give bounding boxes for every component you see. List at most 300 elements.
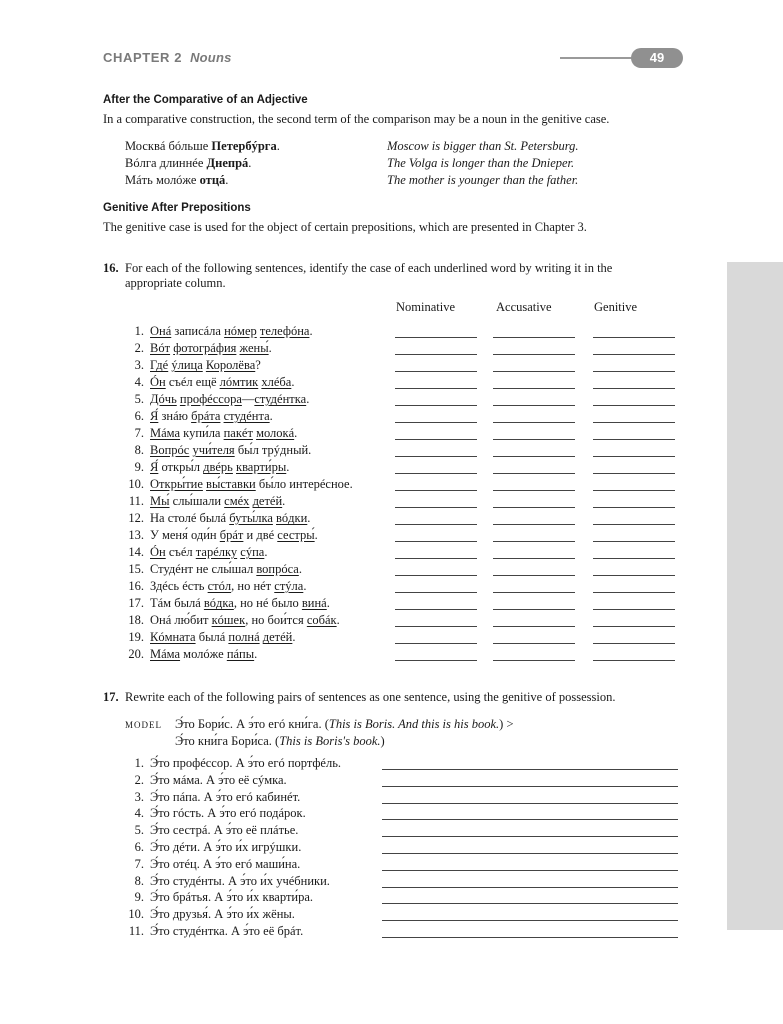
underlined-word: вопрóса — [256, 562, 299, 576]
item-sentence — [150, 545, 267, 560]
answer-blank-genitive[interactable] — [593, 558, 675, 559]
sentence-text: . — [292, 630, 296, 644]
exercise-16-item — [120, 409, 690, 426]
underlined-word: пакéт — [223, 426, 253, 440]
comparative-example — [125, 173, 625, 190]
answer-blank-genitive[interactable] — [593, 660, 675, 661]
comparative-example — [125, 156, 625, 173]
sentence-text: съéл ещё — [165, 375, 220, 389]
section-text-prepositions: The genitive case is used for the object of certain prepositions, which are presented in Chapter 3. — [103, 220, 587, 234]
exercise-17-item — [120, 823, 690, 840]
item-sentence: Э́то друзья́. А э́то и́х жёны. — [150, 907, 295, 922]
exercise-16-item — [120, 596, 690, 613]
exercise-16-item — [120, 647, 690, 664]
comparative-example — [125, 139, 625, 156]
exercise-17-number: 17. — [103, 690, 119, 704]
sentence-text: . — [291, 375, 295, 389]
exercise-17-item — [120, 790, 690, 807]
underlined-word: стóл — [207, 579, 232, 593]
underlined-word: детéй — [252, 494, 283, 508]
exercise-16-item — [120, 358, 690, 375]
sentence-text: молóже — [180, 647, 227, 661]
exercise-17-item — [120, 756, 690, 773]
sentence-text: У меня́ оди́н — [150, 528, 220, 542]
underlined-word: Королёва — [205, 358, 256, 372]
item-sentence — [150, 562, 302, 577]
sentence-text: — — [241, 392, 255, 406]
item-sentence — [150, 426, 297, 441]
exercise-16-item — [120, 528, 690, 545]
chapter-label — [103, 50, 232, 65]
exercise-17-item — [120, 924, 690, 941]
answer-blank-nominative[interactable] — [395, 439, 477, 440]
answer-blank-nominative[interactable] — [395, 456, 477, 457]
item-sentence — [150, 596, 330, 611]
sentence-text: , но нé было — [233, 596, 302, 610]
sentence-text: . — [326, 596, 330, 610]
answer-blank-accusative[interactable] — [493, 456, 575, 457]
item-number: 3. — [134, 358, 144, 372]
underlined-word: Óн — [150, 375, 166, 389]
answer-blank-nominative[interactable] — [395, 422, 477, 423]
answer-blank-accusative[interactable] — [493, 592, 575, 593]
underlined-word: вóдки — [276, 511, 308, 525]
answer-blank-genitive[interactable] — [593, 354, 675, 355]
answer-blank-genitive[interactable] — [593, 490, 675, 491]
answer-blank-nominative[interactable] — [395, 524, 477, 525]
exercise-16-item — [120, 511, 690, 528]
exercise-16-item — [120, 579, 690, 596]
item-number: 10. — [128, 907, 144, 922]
underlined-word: Я́ — [150, 460, 159, 474]
answer-blank-accusative[interactable] — [493, 609, 575, 610]
answer-blank-accusative[interactable] — [493, 541, 575, 542]
sentence-text: бы́ло интерéсное. — [255, 477, 353, 491]
item-number: 17. — [128, 596, 144, 610]
model-line-2-end: ) — [380, 734, 385, 748]
answer-blank-accusative[interactable] — [493, 354, 575, 355]
exercise-16-item — [120, 375, 690, 392]
sentence-text: Студéнт не слы́шал — [150, 562, 257, 576]
sentence-text: ? — [255, 358, 261, 372]
item-sentence — [150, 460, 289, 475]
answer-blank-genitive[interactable] — [593, 592, 675, 593]
exercise-16-instruction-line-1: For each of the following sentences, identify the case of each underlined word by writing it in the — [125, 261, 613, 275]
exercise-17-item — [120, 890, 690, 907]
underlined-word: Вопрóс — [150, 443, 190, 457]
exercise-17-item — [120, 840, 690, 857]
answer-blank-genitive[interactable] — [593, 405, 675, 406]
item-number: 5. — [134, 823, 144, 838]
sentence-text: На столé былá — [150, 511, 230, 525]
underlined-word: сестры́ — [277, 528, 315, 542]
item-sentence: Э́то брáтья. А э́то и́х кварти́ра. — [150, 890, 314, 905]
item-sentence: Э́то мáма. А э́то её сýмка. — [150, 772, 287, 787]
answer-line[interactable] — [382, 819, 678, 820]
exercise-16-item — [120, 324, 690, 341]
item-number: 16. — [128, 579, 144, 593]
exercise-17-item — [120, 874, 690, 891]
item-number: 19. — [128, 630, 144, 644]
item-sentence: Э́то студéнтка. А э́то её брáт. — [150, 924, 304, 938]
answer-blank-nominative[interactable] — [395, 490, 477, 491]
sentence-text: бы́л трýдный. — [234, 443, 312, 457]
underlined-word: собáк — [306, 613, 337, 627]
example-russian-bold: Петербýрга — [211, 139, 277, 153]
running-header — [103, 48, 683, 70]
model-line-1 — [175, 716, 514, 733]
underlined-word: учи́теля — [192, 443, 235, 457]
answer-blank-accusative[interactable] — [493, 660, 575, 661]
exercise-17-item — [120, 806, 690, 823]
exercise-16-item — [120, 613, 690, 630]
sentence-text: . — [294, 426, 298, 440]
underlined-word: Кóмната — [150, 630, 196, 644]
answer-blank-accusative[interactable] — [493, 490, 575, 491]
answer-line[interactable] — [382, 786, 678, 787]
underlined-word: фотогрáфия — [173, 341, 237, 355]
underlined-word: брáта — [191, 409, 221, 423]
underlined-word: телефóна — [259, 324, 310, 338]
answer-line[interactable] — [382, 903, 678, 904]
item-sentence: Э́то студéнты. А э́то и́х учéбники. — [150, 873, 330, 888]
sentence-text: , но бои́тся — [245, 613, 307, 627]
item-sentence — [150, 494, 285, 509]
item-number: 15. — [128, 562, 144, 576]
item-number: 2. — [134, 772, 144, 787]
item-number: 4. — [134, 806, 144, 821]
answer-blank-accusative[interactable] — [493, 439, 575, 440]
exercise-16-item — [120, 341, 690, 358]
item-sentence: Э́то гóсть. А э́то егó подáрок. — [150, 806, 306, 821]
item-number: 9. — [134, 890, 144, 905]
answer-line[interactable] — [382, 803, 678, 804]
section-heading-comparative: After the Comparative of an Adjective — [103, 94, 308, 106]
sentence-text: слы́шали — [169, 494, 225, 508]
answer-blank-accusative[interactable] — [493, 388, 575, 389]
underlined-word: студéнта — [223, 409, 270, 423]
underlined-word: сýпа — [240, 545, 265, 559]
sentence-text: былá — [195, 630, 229, 644]
exercise-16-item — [120, 477, 690, 494]
exercise-17-item — [120, 857, 690, 874]
item-sentence — [150, 375, 294, 390]
example-russian-lead: Мáть молóже — [125, 173, 200, 187]
answer-blank-nominative[interactable] — [395, 643, 477, 644]
sentence-text: . — [298, 562, 302, 576]
column-header-genitive: Genitive — [594, 300, 638, 314]
example-russian-end: . — [276, 139, 280, 153]
answer-blank-genitive[interactable] — [593, 524, 675, 525]
answer-blank-accusative[interactable] — [493, 337, 575, 338]
answer-blank-nominative[interactable] — [395, 558, 477, 559]
sentence-text: записáла — [171, 324, 225, 338]
exercise-16-number: 16. — [103, 261, 119, 275]
sentence-text: . — [269, 409, 273, 423]
item-sentence — [150, 630, 295, 645]
answer-blank-accusative[interactable] — [493, 371, 575, 372]
example-russian-end: . — [248, 156, 252, 170]
model-line-1-end: ) > — [499, 717, 514, 731]
answer-blank-nominative[interactable] — [395, 609, 477, 610]
underlined-word: стýла — [274, 579, 304, 593]
item-number: 8. — [134, 443, 144, 457]
item-number: 6. — [134, 409, 144, 423]
answer-line[interactable] — [382, 937, 678, 938]
item-number: 18. — [128, 613, 144, 627]
sentence-text: Тáм былá — [150, 596, 204, 610]
model-line-1-russian: Э́то Бори́с. А э́то егó кни́га. ( — [175, 717, 329, 731]
sentence-text: . — [309, 324, 313, 338]
answer-blank-nominative[interactable] — [395, 592, 477, 593]
item-sentence: Э́то отéц. А э́то егó маши́на. — [150, 856, 301, 871]
underlined-word: жены́ — [239, 341, 269, 355]
item-number: 8. — [134, 873, 144, 888]
underlined-word: пáпы — [226, 647, 255, 661]
item-sentence — [150, 341, 272, 356]
answer-line[interactable] — [382, 769, 678, 770]
item-sentence — [150, 443, 311, 458]
item-number: 5. — [134, 392, 144, 406]
item-sentence — [150, 613, 340, 628]
answer-blank-nominative[interactable] — [395, 371, 477, 372]
answer-blank-nominative[interactable] — [395, 626, 477, 627]
answer-blank-nominative[interactable] — [395, 473, 477, 474]
page-number-badge: 49 — [631, 48, 683, 68]
item-number: 14. — [128, 545, 144, 559]
answer-blank-nominative[interactable] — [395, 541, 477, 542]
item-sentence — [150, 579, 306, 594]
underlined-word: тарéлку — [195, 545, 238, 559]
answer-blank-genitive[interactable] — [593, 609, 675, 610]
answer-blank-nominative[interactable] — [395, 354, 477, 355]
sentence-text: . — [314, 528, 318, 542]
answer-blank-genitive[interactable] — [593, 439, 675, 440]
sentence-text: . — [303, 579, 307, 593]
model-line-1-english: This is Boris. And this is his book. — [328, 717, 500, 731]
answer-blank-genitive[interactable] — [593, 422, 675, 423]
item-number: 20. — [128, 647, 144, 661]
item-number: 7. — [134, 426, 144, 440]
example-russian-bold: отцá — [199, 173, 226, 187]
exercise-16-item — [120, 392, 690, 409]
example-english: The Volga is longer than the Dnieper. — [387, 156, 575, 170]
underlined-word: Я́ — [150, 409, 159, 423]
answer-blank-accusative[interactable] — [493, 473, 575, 474]
example-russian — [125, 173, 228, 188]
exercise-17-item — [120, 773, 690, 790]
sentence-text: купи́ла — [180, 426, 224, 440]
sentence-text: . — [264, 545, 268, 559]
underlined-word: молокá — [256, 426, 295, 440]
item-sentence — [150, 511, 310, 526]
answer-blank-nominative[interactable] — [395, 660, 477, 661]
item-sentence: Э́то пáпа. А э́то егó кабинéт. — [150, 789, 301, 804]
item-sentence — [150, 647, 257, 662]
item-number: 10. — [128, 477, 144, 491]
column-header-nominative: Nominative — [396, 300, 456, 314]
answer-blank-accusative[interactable] — [493, 507, 575, 508]
example-russian — [125, 156, 251, 171]
underlined-word: ýлица — [171, 358, 203, 372]
answer-blank-nominative[interactable] — [395, 507, 477, 508]
item-number: 2. — [134, 341, 144, 355]
answer-blank-accusative[interactable] — [493, 643, 575, 644]
answer-blank-genitive[interactable] — [593, 456, 675, 457]
answer-blank-genitive[interactable] — [593, 541, 675, 542]
item-sentence — [150, 528, 318, 543]
answer-blank-genitive[interactable] — [593, 507, 675, 508]
underlined-word: Вóт — [150, 341, 171, 355]
exercise-16-item — [120, 494, 690, 511]
underlined-word: винá — [301, 596, 327, 610]
underlined-word: полнá — [228, 630, 260, 644]
answer-blank-genitive[interactable] — [593, 643, 675, 644]
exercise-16-item — [120, 460, 690, 477]
answer-blank-genitive[interactable] — [593, 337, 675, 338]
model-line-2-english: This is Boris's book. — [279, 734, 381, 748]
item-number: 11. — [128, 924, 144, 938]
underlined-word: вóдка — [203, 596, 234, 610]
underlined-word: кварти́ры — [236, 460, 287, 474]
answer-blank-accusative[interactable] — [493, 626, 575, 627]
exercise-17-instruction: Rewrite each of the following pairs of sentences as one sentence, using the genitive of possession. — [125, 690, 616, 704]
example-russian — [125, 139, 280, 154]
model-label: MODEL — [125, 720, 162, 730]
example-russian-bold: Днепрá — [206, 156, 249, 170]
exercise-16-item — [120, 426, 690, 443]
item-sentence: Э́то профéссор. А э́то егó портфéль. — [150, 756, 342, 770]
underlined-word: брáт — [219, 528, 244, 542]
underlined-word: Óн — [150, 545, 166, 559]
answer-blank-accusative[interactable] — [493, 405, 575, 406]
answer-blank-nominative[interactable] — [395, 337, 477, 338]
sentence-text: . — [254, 647, 258, 661]
item-number: 7. — [134, 856, 144, 871]
item-number: 13. — [128, 528, 144, 542]
underlined-word: Мáма — [150, 647, 181, 661]
example-russian-lead: Москвá бóльше — [125, 139, 212, 153]
chapter-title: Nouns — [190, 50, 232, 65]
sentence-text: . — [282, 494, 286, 508]
answer-blank-nominative[interactable] — [395, 405, 477, 406]
example-russian-end: . — [225, 173, 229, 187]
answer-blank-accusative[interactable] — [493, 558, 575, 559]
item-number: 1. — [134, 756, 144, 770]
section-heading-prepositions: Genitive After Prepositions — [103, 202, 251, 214]
item-number: 11. — [128, 494, 144, 508]
item-sentence — [150, 324, 313, 339]
answer-line[interactable] — [382, 887, 678, 888]
sentence-text: . — [336, 613, 340, 627]
item-sentence — [150, 409, 273, 424]
answer-blank-genitive[interactable] — [593, 388, 675, 389]
underlined-word: студéнтка — [254, 392, 307, 406]
underlined-word: Онá — [150, 324, 172, 338]
header-rule — [560, 57, 640, 59]
answer-blank-genitive[interactable] — [593, 626, 675, 627]
underlined-word: Гдé — [150, 358, 169, 372]
answer-blank-genitive[interactable] — [593, 473, 675, 474]
answer-line[interactable] — [382, 920, 678, 921]
answer-line[interactable] — [382, 870, 678, 871]
item-sentence — [150, 392, 309, 407]
answer-line[interactable] — [382, 853, 678, 854]
underlined-word: Мы́ — [150, 494, 170, 508]
exercise-16-item — [120, 630, 690, 647]
column-header-accusative: Accusative — [496, 300, 552, 314]
exercise-16-item — [120, 545, 690, 562]
sentence-text: . — [268, 341, 272, 355]
sentence-text: . — [307, 511, 311, 525]
underlined-word: лóмтик — [219, 375, 259, 389]
sentence-text: Здéсь éсть — [150, 579, 208, 593]
underlined-word: буты́лка — [229, 511, 273, 525]
answer-blank-accusative[interactable] — [493, 422, 575, 423]
underlined-word: Дóчь — [150, 392, 177, 406]
underlined-word: нóмер — [224, 324, 257, 338]
exercise-16-instruction — [125, 261, 690, 291]
answer-blank-nominative[interactable] — [395, 388, 477, 389]
sentence-text: , но нéт — [231, 579, 275, 593]
sentence-text: знáю — [158, 409, 192, 423]
answer-line[interactable] — [382, 836, 678, 837]
model-line-2-russian: Э́то кни́га Бори́са. ( — [175, 734, 280, 748]
item-number: 4. — [134, 375, 144, 389]
underlined-word: Откры́тие — [150, 477, 203, 491]
answer-blank-nominative[interactable] — [395, 575, 477, 576]
example-russian-lead: Вóлга длиннéе — [125, 156, 207, 170]
answer-blank-accusative[interactable] — [493, 524, 575, 525]
sentence-text: и двé — [243, 528, 278, 542]
item-number: 3. — [134, 789, 144, 804]
exercise-16-item — [120, 562, 690, 579]
sentence-text: . — [286, 460, 290, 474]
exercise-17-item — [120, 907, 690, 924]
item-number: 12. — [128, 511, 144, 525]
sentence-text: съéл — [165, 545, 196, 559]
item-sentence — [150, 477, 353, 492]
model-line-2 — [175, 733, 385, 750]
answer-blank-accusative[interactable] — [493, 575, 575, 576]
underlined-word: детéй — [262, 630, 293, 644]
sentence-text: откры́л — [158, 460, 204, 474]
exercise-16-item — [120, 443, 690, 460]
item-number: 9. — [134, 460, 144, 474]
section-text-comparative: In a comparative construction, the second term of the comparison may be a noun in the genitive case. — [103, 112, 610, 126]
answer-blank-genitive[interactable] — [593, 371, 675, 372]
exercise-16-instruction-line-2: appropriate column. — [125, 276, 226, 290]
item-number: 1. — [134, 324, 144, 338]
underlined-word: смéх — [224, 494, 250, 508]
underlined-word: профéссора — [179, 392, 242, 406]
answer-blank-genitive[interactable] — [593, 575, 675, 576]
item-sentence: Э́то дéти. А э́то и́х игрýшки. — [150, 840, 302, 854]
sentence-text: Онá лю́бит — [150, 613, 212, 627]
item-number: 6. — [134, 840, 144, 854]
sentence-text: . — [306, 392, 310, 406]
item-sentence: Э́то сестрá. А э́то её плáтье. — [150, 823, 299, 838]
underlined-word: Мáма — [150, 426, 181, 440]
underlined-word: вы́ставки — [206, 477, 256, 491]
page-edge-tab — [727, 262, 783, 930]
example-english: The mother is younger than the father. — [387, 173, 579, 187]
underlined-word: двéрь — [203, 460, 233, 474]
item-sentence — [150, 358, 261, 373]
example-english: Moscow is bigger than St. Petersburg. — [387, 139, 579, 153]
underlined-word: хлéба — [261, 375, 292, 389]
underlined-word: кóшек — [211, 613, 246, 627]
